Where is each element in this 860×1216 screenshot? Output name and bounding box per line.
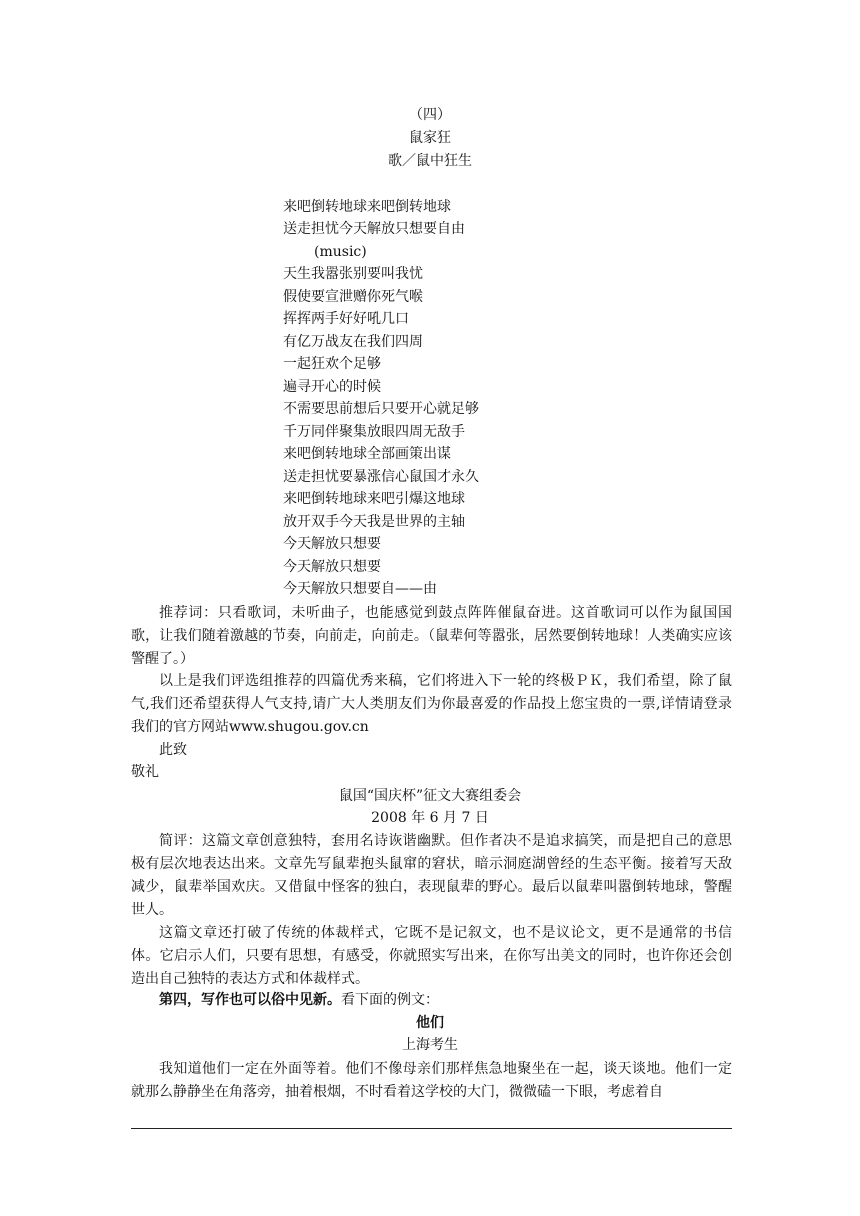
lyric-line: 挥挥两手好好吼几口 (283, 311, 409, 327)
lyric-line: 假使要宣泄赠你死气喉 (283, 289, 423, 305)
song-credit: 歌／鼠中狂生 (388, 153, 472, 169)
recommend-paragraph: 推荐词：只看歌词，未听曲子，也能感觉到鼓点阵阵催鼠奋进。这首歌词可以作为鼠国国歌，让我们随着激越的节奏，向前走，向前走。（鼠辈何等嚣张，居然要倒转地球！人类确实应该警醒了。） (131, 605, 732, 667)
lyric-line: 放开双手今天我是世界的主轴 (283, 514, 465, 530)
lyric-line: 天生我嚣张别要叫我忧 (283, 266, 423, 282)
lyric-line: (music) (314, 244, 367, 260)
lyric-line: 千万同伴聚集放眼四周无敌手 (283, 424, 465, 440)
signature: 鼠国“国庆杯”征文大赛组委会 (338, 788, 522, 804)
comment-paragraph-2: 这篇文章还打破了传统的体裁样式，它既不是记叙文，也不是议论文，更不是通常的书信体。它启示人们，只要有思想，有感受，你就照实写出来，在你写出美文的同时，也许你还会创造出自己独特的表达方式和体裁样式。 (131, 925, 732, 987)
date: 2008 年 6 月 7 日 (371, 810, 489, 826)
lyric-line: 今天解放只想要 (283, 559, 381, 575)
lyric-line: 遍寻开心的时候 (283, 379, 381, 395)
closing-salutation: 此致 (159, 742, 187, 758)
footer-rule (131, 1128, 732, 1129)
point-four-heading: 第四，写作也可以俗中见新。 (159, 992, 341, 1008)
lyric-line: 来吧倒转地球来吧引爆这地球 (283, 491, 465, 507)
lyric-line: 今天解放只想要 (283, 536, 381, 552)
lyric-line: 不需要思前想后只要开心就足够 (283, 401, 479, 417)
point-four (159, 990, 439, 1010)
essay-body: 我知道他们一定在外面等着。他们不像母亲们那样焦急地聚坐在一起，谈天谈地。他们一定就那么静静坐在角落旁，抽着根烟，不时看着这学校的大门，微微磕一下眼，考虑着自 (131, 1061, 732, 1100)
essay-author: 上海考生 (402, 1037, 458, 1053)
lyric-line: 送走担忧要暴涨信心鼠国才永久 (283, 469, 479, 485)
essay-title: 他们 (416, 1015, 444, 1031)
closing-regards: 敬礼 (131, 764, 159, 780)
lyric-line: 来吧倒转地球全部画策出谋 (283, 446, 451, 462)
lyric-line: 一起狂欢个足够 (283, 356, 381, 372)
lyric-line: 有亿万战友在我们四周 (283, 334, 423, 350)
point-four-text: 看下面的例文： (341, 992, 439, 1008)
notice-paragraph: 以上是我们评选组推荐的四篇优秀来稿，它们将进入下一轮的终极ＰＫ，我们希望，除了鼠气,我们还希望获得人气支持,请广大人类朋友们为你最喜爱的作品投上您宝贵的一票,详情请登录我们的官方网站www.shugou.gov.cn (131, 673, 732, 735)
lyric-line: 今天解放只想要自——由 (283, 581, 437, 597)
comment-paragraph-1: 简评：这篇文章创意独特，套用名诗诙谐幽默。但作者决不是追求搞笑，而是把自己的意思极有层次地表达出来。文章先写鼠辈抱头鼠窜的窘状，暗示洞庭湖曾经的生态平衡。接着写天敌减少，鼠辈举国欢庆。又借鼠中怪客的独白，表现鼠辈的野心。最后以鼠辈叫嚣倒转地球，警醒世人。 (131, 833, 732, 918)
lyric-line: 送走担忧今天解放只想要自由 (283, 221, 465, 237)
song-title: 鼠家狂 (409, 130, 451, 146)
lyric-line: 来吧倒转地球来吧倒转地球 (283, 199, 451, 215)
section-number: （四） (409, 107, 451, 123)
